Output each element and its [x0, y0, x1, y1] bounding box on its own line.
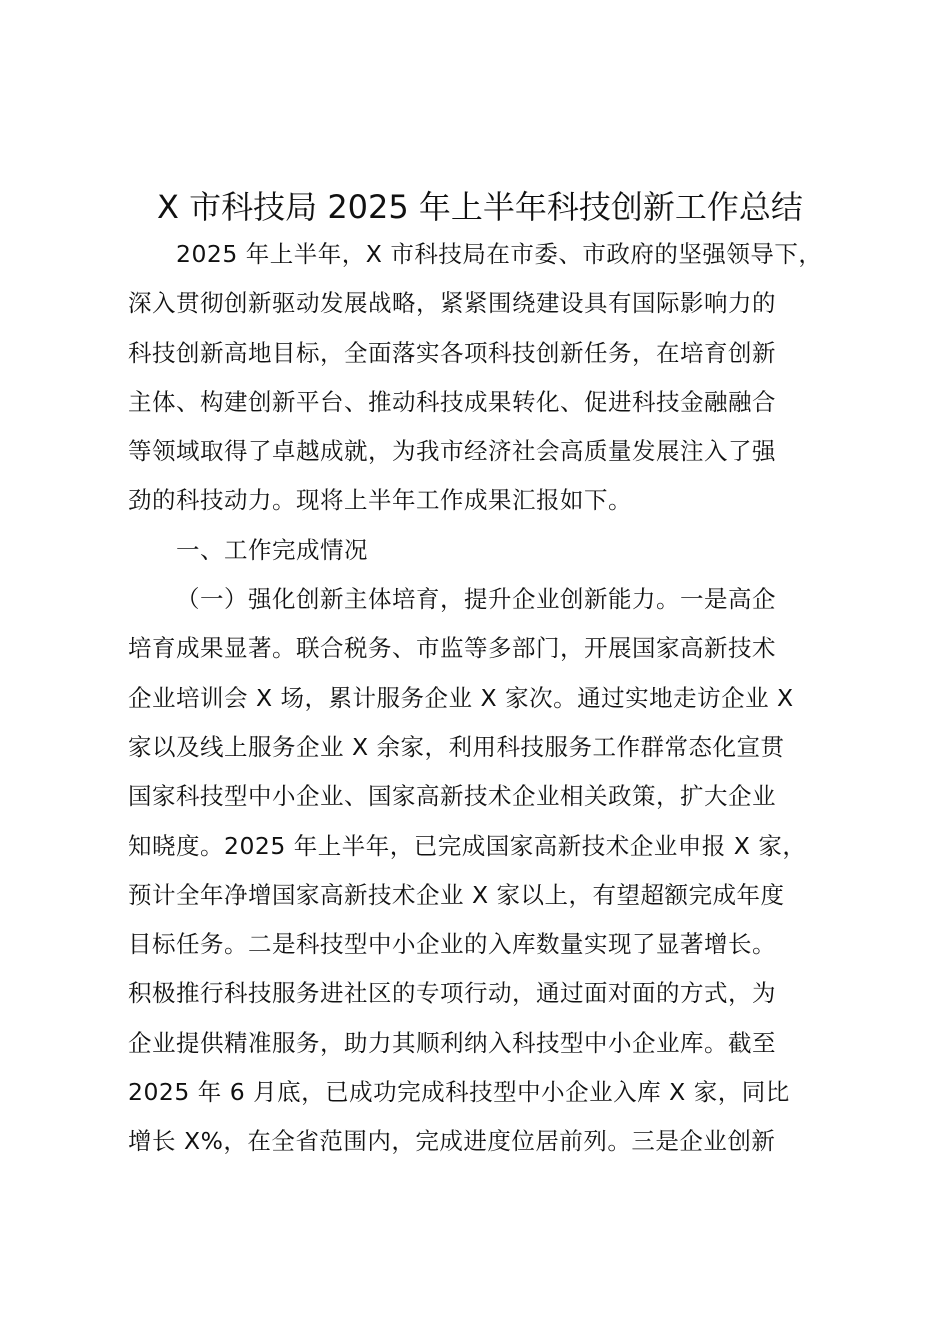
paragraph-line: 2025 年 6 月底，已成功完成科技型中小企业入库 X 家，同比 [128, 1078, 790, 1107]
paragraph-line: （一）强化创新主体培育，提升企业创新能力。一是高企 [176, 585, 776, 614]
paragraph-line: 培育成果显著。联合税务、市监等多部门，开展国家高新技术 [128, 634, 776, 663]
paragraph-line: 2025 年上半年，X 市科技局在市委、市政府的坚强领导下， [176, 240, 823, 268]
paragraph-line: 积极推行科技服务进社区的专项行动，通过面对面的方式，为 [128, 979, 776, 1008]
paragraph-line: 家以及线上服务企业 X 余家，利用科技服务工作群常态化宣贯 [128, 732, 785, 761]
paragraph-line: 知晓度。2025 年上半年，已完成国家高新技术企业申报 X 家， [128, 831, 807, 860]
document-title: X 市科技局 2025 年上半年科技创新工作总结 [157, 188, 803, 226]
paragraph-line: 预计全年净增国家高新技术企业 X 家以上，有望超额完成年度 [128, 880, 785, 909]
paragraph-line: 增长 X%，在全省范围内，完成进度位居前列。三是企业创新 [128, 1127, 776, 1156]
paragraph-line: 深入贯彻创新驱动发展战略，紧紧围绕建设具有国际影响力的 [128, 289, 776, 318]
paragraph-line: 主体、构建创新平台、推动科技成果转化、促进科技金融融合 [128, 387, 776, 416]
paragraph-line: 国家科技型中小企业、国家高新技术企业相关政策，扩大企业 [128, 782, 776, 811]
paragraph-line: 科技创新高地目标，全面落实各项科技创新任务，在培育创新 [128, 338, 776, 367]
paragraph-line: 企业提供精准服务，助力其顺利纳入科技型中小企业库。截至 [128, 1028, 776, 1057]
section-heading: 一、工作完成情况 [176, 535, 368, 564]
document-body [128, 230, 838, 1167]
paragraph-line: 目标任务。二是科技型中小企业的入库数量实现了显著增长。 [128, 930, 776, 959]
paragraph-line: 等领域取得了卓越成就，为我市经济社会高质量发展注入了强 [128, 437, 776, 466]
paragraph-line: 企业培训会 X 场，累计服务企业 X 家次。通过实地走访企业 X [128, 683, 794, 712]
paragraph-line: 劲的科技动力。现将上半年工作成果汇报如下。 [128, 486, 632, 515]
